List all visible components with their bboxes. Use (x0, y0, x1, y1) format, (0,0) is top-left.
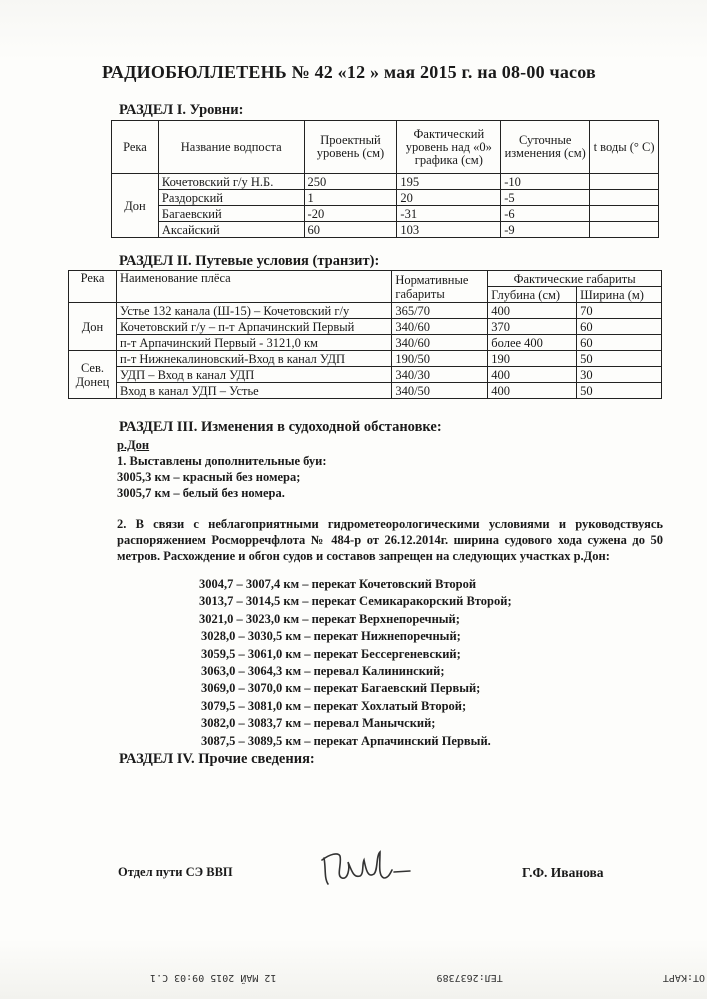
col-post: Название водпоста (158, 121, 304, 174)
actual-level: 20 (397, 190, 501, 206)
actual-level: -31 (397, 206, 501, 222)
table-row (69, 367, 662, 383)
post-name: Кочетовский г/у Н.Б. (158, 174, 304, 190)
col-river: Река (112, 121, 159, 174)
list-item: 3069,0 – 3070,0 км – перекат Багаевский Первый; (201, 681, 481, 696)
river-label: р.Дон (117, 438, 150, 452)
transit-table (68, 270, 662, 399)
depth-value: 370 (488, 319, 577, 335)
depth-value: 190 (488, 351, 577, 367)
fax-header (150, 972, 705, 983)
section3-heading: РАЗДЕЛ III. Изменения в судоходной обстановке: (119, 419, 442, 435)
reach-name: Вход в канал УДП – Устье (116, 383, 391, 399)
width-value: 60 (577, 319, 662, 335)
table-row (69, 319, 662, 335)
list-item: 3028,0 – 3030,5 км – перекат Нижнепоречный; (201, 629, 461, 644)
design-level: -20 (304, 206, 397, 222)
depth-value: 400 (488, 303, 577, 319)
list-item: 3004,7 – 3007,4 км – перекат Кочетовский Второй (199, 577, 477, 591)
col-width: Ширина (м) (577, 287, 662, 303)
buoy-item: 3005,3 км – красный без номера; (117, 470, 301, 484)
daily-change: -9 (501, 222, 590, 238)
list-item: 3082,0 – 3083,7 км – перевал Манычский; (201, 716, 436, 731)
department-name: Отдел пути СЭ ВВП (118, 865, 233, 879)
normative-value: 190/50 (392, 351, 488, 367)
col-reach: Наименование плёса (116, 271, 391, 303)
daily-change: -5 (501, 190, 590, 206)
width-value: 30 (577, 367, 662, 383)
reach-name: п-т Арпачинский Первый - 3121,0 км (116, 335, 391, 351)
width-value: 60 (577, 335, 662, 351)
list-item: 3013,7 – 3014,5 км – перекат Семикаракорский Второй; (199, 594, 512, 609)
table-row (69, 351, 662, 367)
list-item: 3021,0 – 3023,0 км – перекат Верхнепоречный; (199, 611, 460, 626)
table-row (112, 206, 659, 222)
daily-change: -6 (501, 206, 590, 222)
section2-heading: РАЗДЕЛ II. Путевые условия (транзит): (119, 253, 380, 269)
water-temp (590, 206, 659, 222)
river-name: Дон (69, 303, 117, 351)
daily-change: -10 (501, 174, 590, 190)
actual-level: 103 (397, 222, 501, 238)
river-name: Дон (112, 174, 159, 238)
post-name: Багаевский (158, 206, 304, 222)
table-row (69, 335, 662, 351)
reach-name: Кочетовский г/у – п-т Арпачинский Первый (116, 319, 391, 335)
buoy-item: 3005,7 км – белый без номера. (117, 486, 285, 500)
levels-header-row (112, 121, 659, 174)
col-design-level: Проектный уровень (см) (304, 121, 397, 174)
reach-name: п-т Нижнекалиновский-Вход в канал УДП (116, 351, 391, 367)
width-value: 50 (577, 351, 662, 367)
width-value: 70 (577, 303, 662, 319)
col-actual-level: Фактический уровень над «0» графика (см) (397, 121, 501, 174)
col-daily-change: Суточные изменения (см) (501, 121, 590, 174)
col-normative: Нормативные габариты (392, 271, 488, 303)
river-name: Сев. Донец (69, 351, 117, 399)
list-item: 3059,5 – 3061,0 км – перекат Бессергеневский; (201, 646, 461, 661)
normative-value: 340/30 (392, 367, 488, 383)
restrictions-list (0, 576, 512, 750)
col-actual-dimensions: Фактические габариты (488, 271, 662, 287)
water-temp (590, 190, 659, 206)
design-level: 1 (304, 190, 397, 206)
reach-name: Устье 132 канала (Ш-15) – Кочетовский г/у (116, 303, 391, 319)
table-row (112, 190, 659, 206)
col-river: Река (69, 271, 117, 303)
water-temp (590, 222, 659, 238)
normative-value: 365/70 (392, 303, 488, 319)
design-level: 250 (304, 174, 397, 190)
table-row (69, 303, 662, 319)
post-name: Аксайский (158, 222, 304, 238)
item2-paragraph: 2. В связи с неблагоприятными гидрометеорологическими условиями и руководствуясь распоряжением Росморречфлота № 484-р от 26.12.2014г. ширина судового хода сужена до 50 метров. Расхождение и обгон судов и составов запрещен на следующих участках р.Дон: (117, 517, 663, 563)
section1-heading: РАЗДЕЛ I. Уровни: (119, 102, 244, 118)
normative-value: 340/60 (392, 335, 488, 351)
depth-value: 400 (488, 383, 577, 399)
transit-header-row (69, 271, 662, 287)
list-item: 3079,5 – 3081,0 км – перекат Хохлатый Второй; (201, 698, 467, 713)
water-temp (590, 174, 659, 190)
actual-level: 195 (397, 174, 501, 190)
design-level: 60 (304, 222, 397, 238)
bulletin-title: РАДИОБЮЛЛЕТЕНЬ № 42 «12 » мая 2015 г. на 08-00 часов (102, 62, 596, 82)
depth-value: 400 (488, 367, 577, 383)
levels-table (111, 120, 659, 238)
list-item: 3063,0 – 3064,3 км – перевал Калининский; (201, 664, 445, 679)
col-water-temp: t воды (° C) (590, 121, 659, 174)
fax-datetime: 12 МАЙ 2015 09:03 С.1 (150, 972, 277, 983)
item1-text: 1. Выставлены дополнительные буи: (117, 454, 327, 468)
handwritten-signature (318, 846, 413, 891)
fax-from: ОТ:КАРТ (662, 972, 705, 983)
width-value: 50 (577, 383, 662, 399)
table-row (112, 174, 659, 190)
table-row (112, 222, 659, 238)
section4-heading: РАЗДЕЛ IV. Прочие сведения: (119, 751, 315, 767)
normative-value: 340/60 (392, 319, 488, 335)
list-item: 3087,5 – 3089,5 км – перекат Арпачинский Первый. (201, 733, 491, 748)
normative-value: 340/50 (392, 383, 488, 399)
post-name: Раздорский (158, 190, 304, 206)
table-row (69, 383, 662, 399)
reach-name: УДП – Вход в канал УДП (116, 367, 391, 383)
depth-value: более 400 (488, 335, 577, 351)
fax-tel: ТЕЛ:2637389 (436, 972, 503, 983)
signatory-name: Г.Ф. Иванова (522, 865, 604, 880)
col-depth: Глубина (см) (488, 287, 577, 303)
